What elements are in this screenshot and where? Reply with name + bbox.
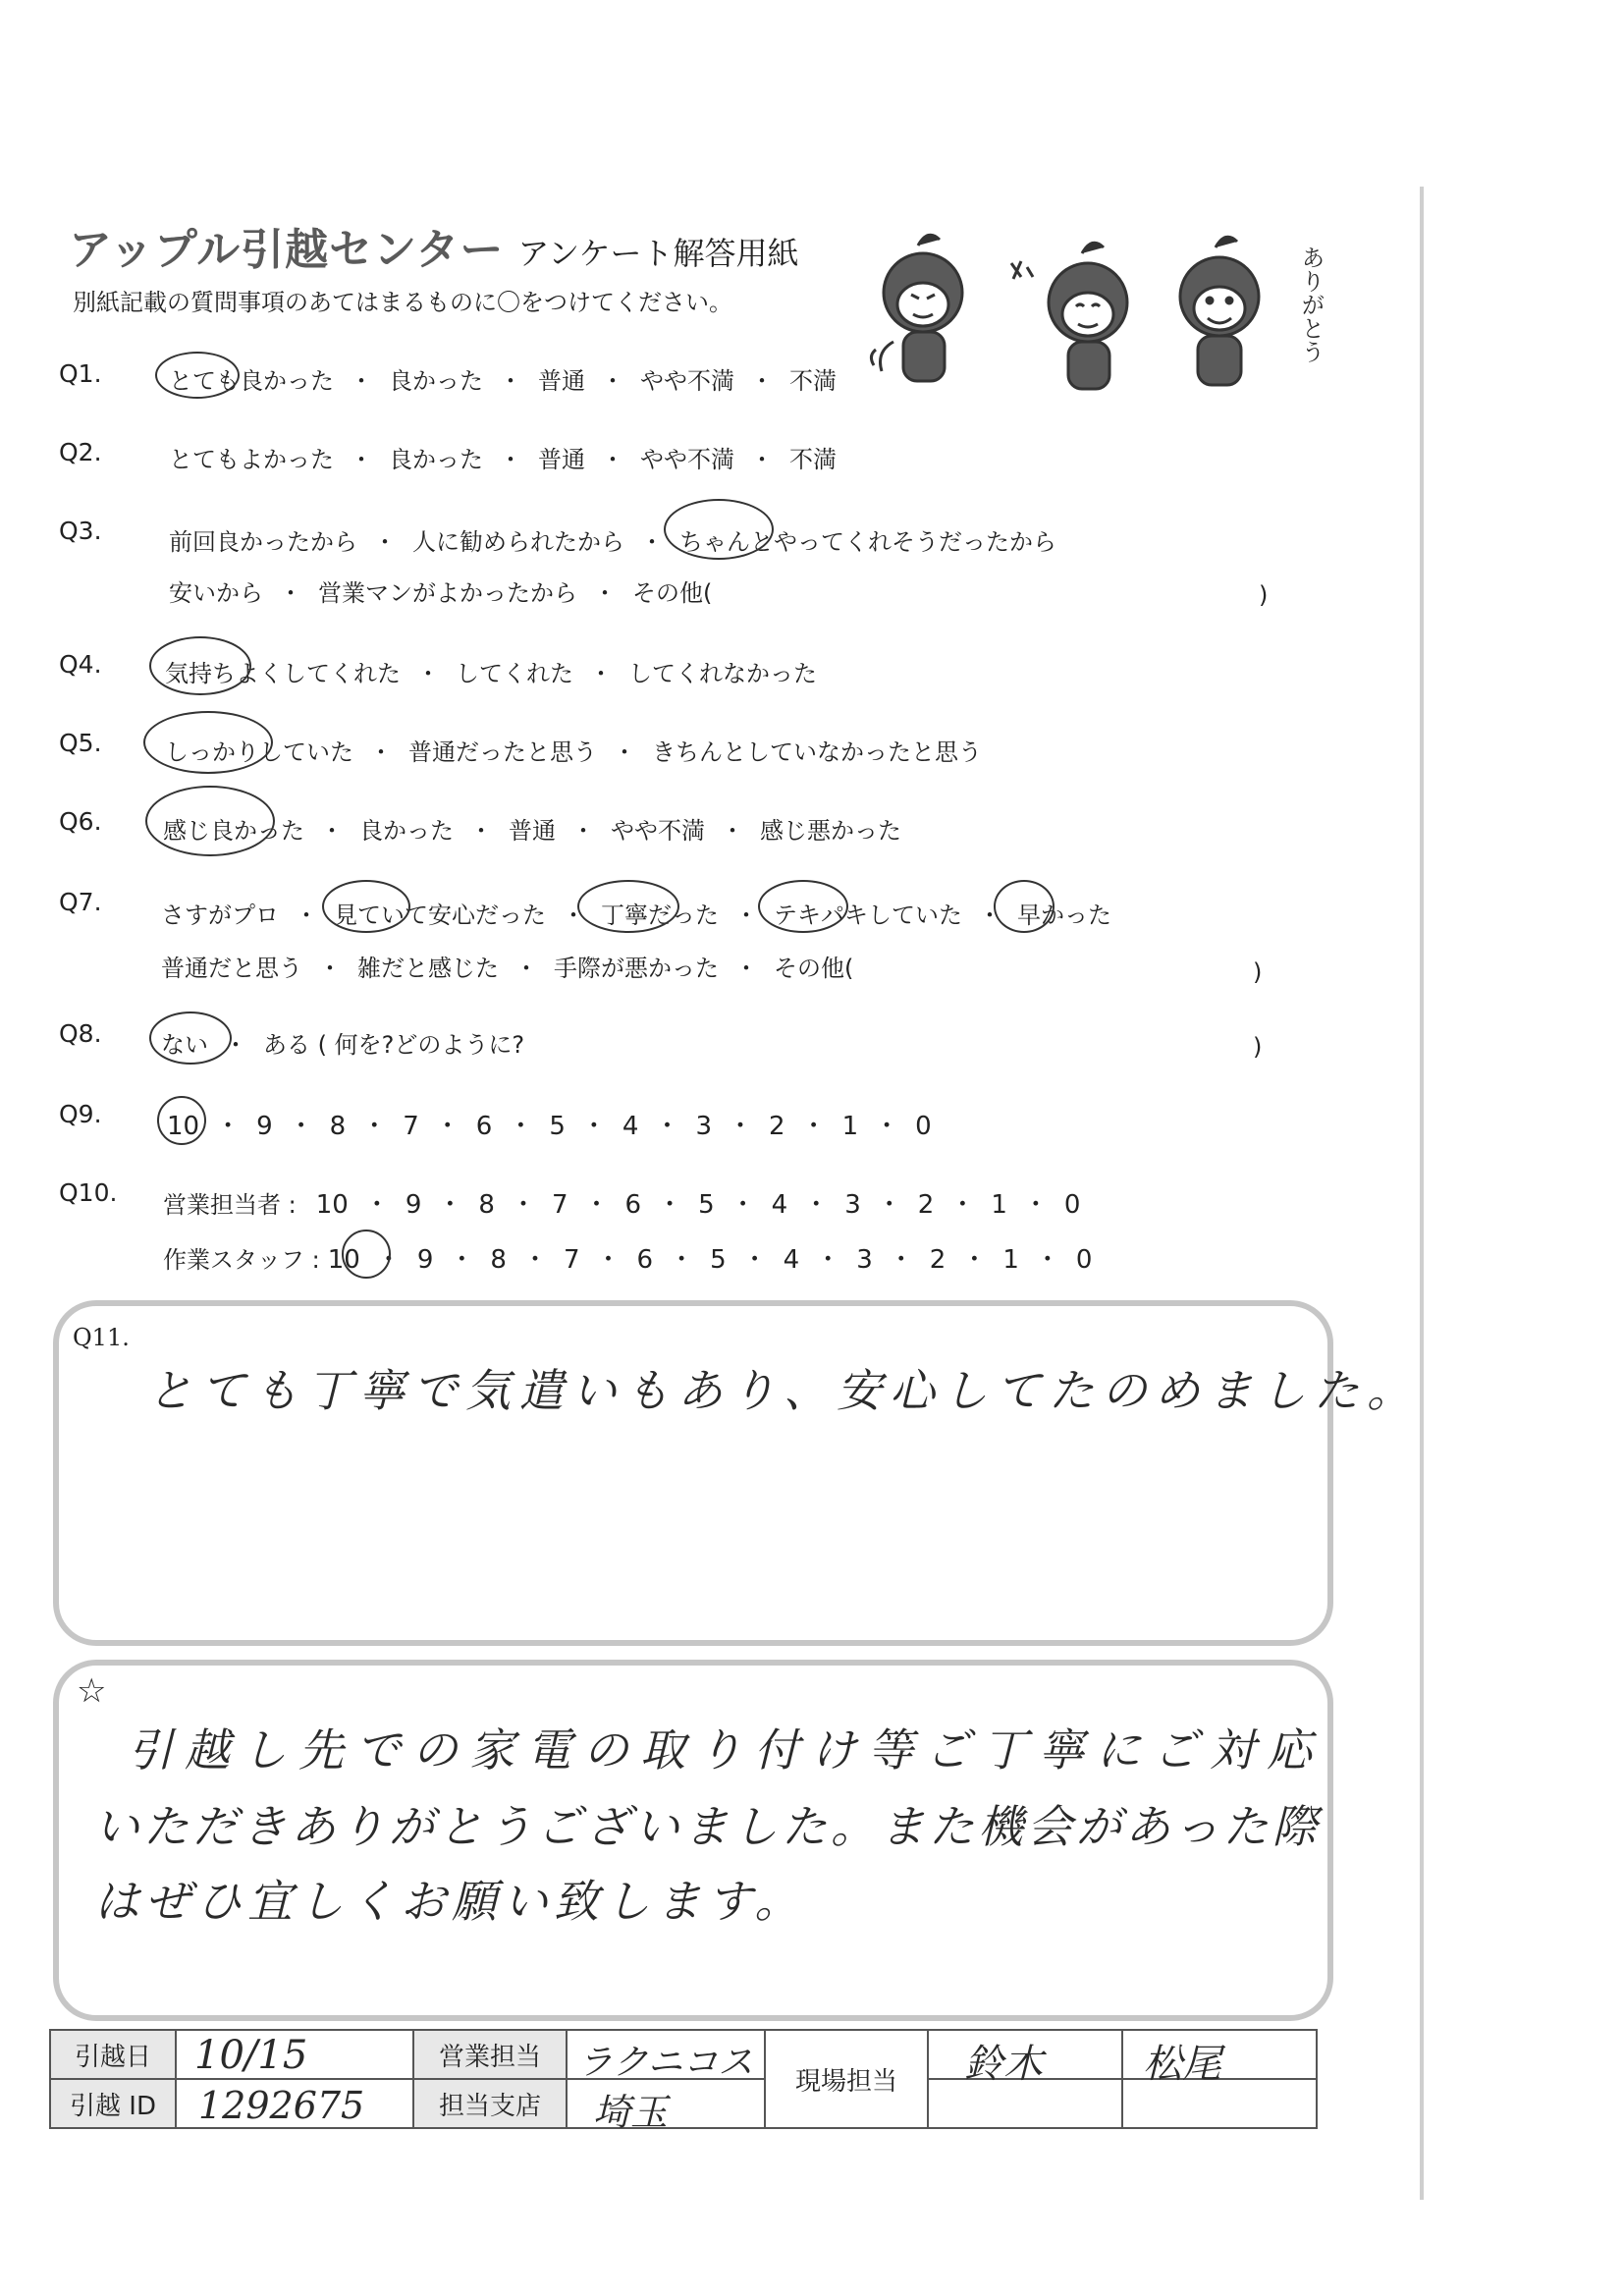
monkey-icon (1049, 243, 1127, 389)
option[interactable]: ある ( 何を?どのように? (263, 1031, 525, 1059)
branch-value: 埼玉 (593, 2091, 669, 2134)
question-label: Q5. (59, 729, 102, 757)
question-label: Q9. (59, 1100, 102, 1128)
instruction-text: 別紙記載の質問事項のあてはまるものに〇をつけてください。 (73, 289, 732, 316)
answer-circle (342, 1230, 391, 1279)
score-option[interactable]: 2 (769, 1112, 785, 1141)
q3-options-line2: 安いから ・ 営業マンがよかったから ・ その他( (169, 579, 713, 607)
sales-value: ラクニコス (577, 2043, 754, 2083)
option[interactable]: とても良かった (169, 367, 334, 395)
score-option[interactable]: 0 (1075, 1245, 1093, 1275)
option[interactable]: 丁寧だった (601, 902, 719, 929)
branch-field[interactable] (567, 2079, 765, 2134)
score-option[interactable]: 1 (991, 1190, 1007, 1220)
score-option[interactable]: 2 (917, 1190, 935, 1220)
score-option[interactable]: 10 (167, 1112, 200, 1141)
monkey-icon (1180, 237, 1259, 385)
option[interactable]: 見ていて安心だった (334, 902, 546, 929)
q7-options-line1: さすがプロ ・ 見ていて安心だった ・ 丁寧だった ・ テキパキしていた ・ 早かった (161, 902, 1111, 929)
comment-line: いただきありがとうございました。また機会があった際 (94, 1800, 1322, 1853)
close-paren: ) (1259, 581, 1269, 609)
score-option[interactable]: 1 (1002, 1245, 1019, 1275)
score-option[interactable]: 8 (490, 1245, 507, 1275)
question-label: Q3. (59, 517, 102, 545)
score-option[interactable]: 10 (315, 1190, 349, 1220)
score-option[interactable]: 3 (695, 1112, 713, 1141)
answer-circle (149, 636, 251, 695)
close-paren: ) (1253, 1033, 1263, 1061)
option[interactable]: その他( (774, 955, 854, 982)
score-option[interactable]: 9 (405, 1190, 422, 1220)
rating-row-label: 作業スタッフ : (163, 1246, 320, 1274)
option[interactable]: その他( (632, 579, 713, 607)
question-label: Q10. (59, 1178, 118, 1207)
option[interactable]: 雑だと感じた (357, 955, 499, 982)
q9-scale: 10 ・ 9 ・ 8 ・ 7 ・ 6 ・ 5 ・ 4 ・ 3 ・ 2 ・ 1 ・ 0 (167, 1112, 932, 1141)
option[interactable]: 早かった (1017, 902, 1111, 929)
option[interactable]: やや不満 (640, 367, 734, 395)
move-id-value: 1292675 (198, 2084, 365, 2127)
question-label: Q6. (59, 807, 102, 836)
option[interactable]: してくれなかった (628, 660, 817, 687)
score-option[interactable]: 5 (549, 1112, 566, 1141)
move-id-label: 引越 ID (50, 2079, 176, 2128)
brand-name: アップル引越センター (69, 225, 505, 275)
option[interactable]: 良かった (359, 817, 454, 845)
option[interactable]: してくれた (456, 660, 573, 687)
q4-options: 気持ちよくしてくれた ・ してくれた ・ してくれなかった (165, 660, 817, 687)
option[interactable]: 普通 (538, 367, 585, 395)
answer-circle (149, 1011, 232, 1065)
question-label: Q4. (59, 650, 102, 679)
option[interactable]: 不満 (789, 446, 837, 473)
move-date-field[interactable] (176, 2030, 413, 2079)
q5-options: しっかりしていた ・ 普通だったと思う ・ きちんとしていなかったと思う (165, 738, 982, 766)
q7-options-line2: 普通だと思う ・ 雑だと感じた ・ 手際が悪かった ・ その他( (161, 955, 854, 982)
q3-options-line1: 前回良かったから ・ 人に勧められたから ・ ちゃんとやってくれそうだったから (169, 528, 1056, 556)
site-label: 現場担当 (765, 2030, 928, 2128)
close-paren: ) (1253, 958, 1263, 986)
site-staff-value: 松尾 (1143, 2042, 1221, 2087)
question-label: Q2. (59, 438, 102, 466)
option[interactable]: きちんとしていなかったと思う (652, 738, 982, 766)
q11-label: Q11. (73, 1324, 130, 1351)
option[interactable]: 気持ちよくしてくれた (165, 660, 401, 687)
q8-options: ない ・ ある ( 何を?どのように? (161, 1031, 525, 1059)
answer-circle (145, 786, 275, 856)
option[interactable]: 良かった (389, 367, 483, 395)
form-subtitle: アンケート解答用紙 (517, 235, 799, 272)
branch-label: 担当支店 (413, 2079, 567, 2128)
score-option[interactable]: 4 (783, 1245, 800, 1275)
option[interactable]: 感じ悪かった (760, 817, 901, 845)
score-option[interactable]: 8 (329, 1112, 347, 1141)
answer-circle (758, 880, 848, 933)
score-option[interactable]: 0 (915, 1112, 932, 1141)
option[interactable]: 不満 (789, 367, 837, 395)
monkey-icon (871, 235, 962, 381)
score-option[interactable]: 5 (710, 1245, 727, 1275)
info-table (49, 2029, 1318, 2134)
score-option[interactable]: 7 (563, 1245, 580, 1275)
option[interactable]: 感じ良かった (163, 817, 304, 845)
score-option[interactable]: 7 (551, 1190, 568, 1220)
score-option[interactable]: 3 (856, 1245, 873, 1275)
score-option[interactable]: 10 (327, 1245, 360, 1275)
option[interactable]: 普通だと思う (161, 955, 302, 982)
page-title (69, 214, 799, 277)
q10-staff-row: 作業スタッフ : 10 ・ 9 ・ 8 ・ 7 ・ 6 ・ 5 ・ 4 ・ 3 ・ 2 ・ 1 ・ 0 (163, 1245, 1093, 1275)
score-option[interactable]: 9 (256, 1112, 273, 1141)
score-option[interactable]: 6 (636, 1245, 654, 1275)
answer-circle (155, 352, 240, 399)
q11-handwritten-answer: とても丁寧で気遣いもあり、安心してたのめました。 (147, 1364, 1420, 1417)
option[interactable]: 良かった (389, 446, 483, 473)
sales-label: 営業担当 (413, 2030, 567, 2079)
q1-options: とても良かった ・ 良かった ・ 普通 ・ やや不満 ・ 不満 (169, 367, 837, 395)
q2-options: とてもよかった ・ 良かった ・ 普通 ・ やや不満 ・ 不満 (169, 446, 837, 473)
question-label: Q8. (59, 1019, 102, 1048)
score-option[interactable]: 6 (624, 1190, 642, 1220)
site-staff-field[interactable] (928, 2079, 1122, 2128)
site-staff-field[interactable] (1122, 2079, 1317, 2128)
option[interactable]: 普通 (509, 817, 556, 845)
score-option[interactable]: 2 (929, 1245, 947, 1275)
sales-field[interactable] (567, 2030, 765, 2083)
score-option[interactable]: 8 (478, 1190, 495, 1220)
scan-edge-line (1420, 187, 1424, 2200)
site-staff-value: 鈴木 (964, 2042, 1043, 2087)
answer-circle (143, 711, 273, 774)
score-option[interactable]: 4 (622, 1112, 639, 1141)
score-option[interactable]: 1 (841, 1112, 859, 1141)
option[interactable]: ない (161, 1031, 208, 1059)
option[interactable]: しっかりしていた (165, 738, 353, 766)
score-option[interactable]: 9 (416, 1245, 434, 1275)
score-option[interactable]: 7 (403, 1112, 419, 1141)
move-id-field[interactable] (176, 2079, 413, 2128)
option[interactable]: やや不満 (611, 817, 705, 845)
option[interactable]: さすがプロ (161, 902, 279, 929)
option[interactable]: 前回良かったから (169, 528, 357, 556)
option[interactable]: テキパキしていた (774, 902, 962, 929)
option[interactable]: ちゃんとやってくれそうだったから (679, 528, 1056, 556)
sparkle-icon (1011, 261, 1033, 279)
star-icon: ☆ (77, 1671, 107, 1711)
answer-circle (664, 499, 774, 560)
option[interactable]: とてもよかった (169, 446, 334, 473)
score-option[interactable]: 3 (844, 1190, 861, 1220)
q11-answer-box (53, 1300, 1333, 1646)
option[interactable]: 手際が悪かった (554, 955, 719, 982)
move-date-label: 引越日 (50, 2030, 176, 2079)
comment-line: はぜひ宜しくお願い致します。 (94, 1875, 806, 1928)
question-label: Q7. (59, 888, 102, 916)
score-option[interactable]: 6 (475, 1112, 493, 1141)
score-option[interactable]: 5 (698, 1190, 715, 1220)
score-option[interactable]: 4 (771, 1190, 788, 1220)
question-label: Q1. (59, 359, 102, 388)
comment-line: 引越し先での家電の取り付け等ご丁寧にご対応 (128, 1723, 1324, 1777)
site-staff-field[interactable] (1122, 2030, 1317, 2087)
option[interactable]: 安いから (169, 579, 263, 607)
answer-circle (577, 880, 679, 933)
answer-circle (157, 1096, 206, 1145)
answer-circle (994, 880, 1055, 933)
option[interactable]: 営業マンがよかったから (318, 579, 577, 607)
mascot-illustration (864, 224, 1306, 410)
thanks-text: ありがとう (1297, 246, 1325, 363)
q10-sales-row: 営業担当者 : 10 ・ 9 ・ 8 ・ 7 ・ 6 ・ 5 ・ 4 ・ 3 ・ 2 ・ 1 ・ 0 (163, 1190, 1081, 1220)
site-staff-field[interactable] (928, 2030, 1122, 2087)
option[interactable]: やや不満 (640, 446, 734, 473)
move-date-value: 10/15 (194, 2033, 308, 2078)
option[interactable]: 普通だったと思う (408, 738, 597, 766)
answer-circle (322, 880, 410, 933)
option[interactable]: 人に勧められたから (412, 528, 624, 556)
option[interactable]: 普通 (538, 446, 585, 473)
score-option[interactable]: 0 (1063, 1190, 1081, 1220)
rating-row-label: 営業担当者 : (163, 1191, 297, 1219)
q6-options: 感じ良かった ・ 良かった ・ 普通 ・ やや不満 ・ 感じ悪かった (163, 817, 901, 845)
